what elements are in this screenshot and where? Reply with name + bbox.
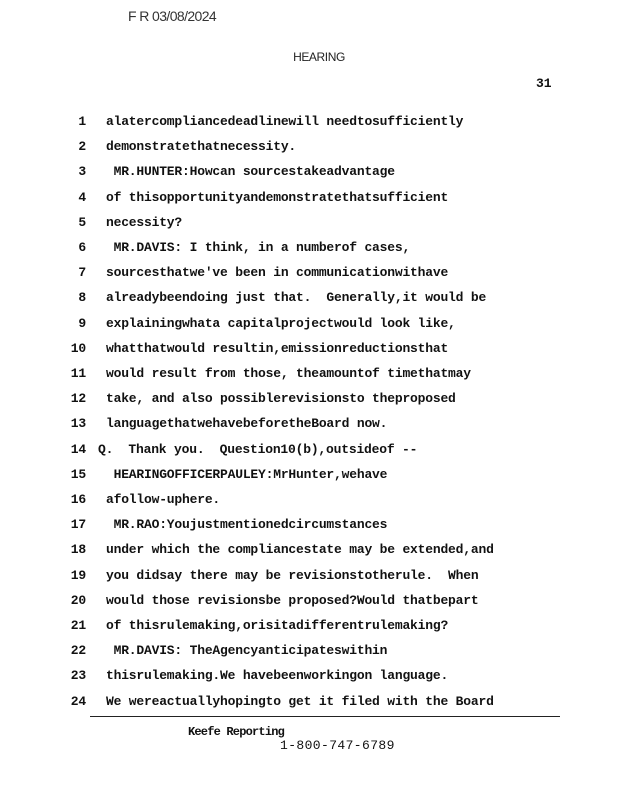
line-text: under which the compliancestate may be extended,and (106, 542, 494, 558)
transcript-line (0, 114, 560, 132)
line-text: take, and also possiblerevisionsto theproposed (106, 391, 456, 407)
line-text: afollow-uphere. (106, 492, 221, 507)
line-number: 23 (70, 668, 86, 684)
transcript-line (0, 164, 560, 182)
line-text: sourcesthatwe've been in communicationwithave (106, 265, 449, 281)
line-number: 3 (78, 164, 86, 180)
document-title: HEARING (293, 50, 345, 64)
line-text: alatercompliancedeadlinewill needtosufficiently (106, 114, 464, 129)
transcript-line (0, 568, 560, 586)
line-number: 13 (70, 416, 86, 432)
line-text: would those revisionsbe proposed?Would thatbepart (106, 592, 479, 608)
transcript-line (0, 618, 560, 636)
line-text: whatthatwould resultin,emissionreductionsthat (106, 340, 449, 356)
transcript-line (0, 694, 560, 712)
transcript-line (0, 190, 560, 208)
line-text: necessity? (106, 214, 183, 230)
transcript-line (0, 391, 560, 409)
line-text: MR.HUNTER:Howcan sourcestakeadvantage (106, 164, 395, 180)
line-text: would result from those, theamountof timethatmay (106, 366, 471, 381)
line-number: 1 (78, 114, 86, 129)
line-text: explainingwhata capitalprojectwould look like, (106, 315, 456, 331)
transcript-line (0, 492, 560, 510)
line-number: 18 (70, 542, 86, 558)
transcript-line (0, 265, 560, 283)
transcript-line (0, 542, 560, 560)
reporter-phone: 1-800-747-6789 (280, 738, 395, 753)
transcript-line (0, 341, 560, 359)
header-date: F R 03/08/2024 (128, 8, 217, 24)
line-number: 10 (70, 340, 86, 356)
line-number: 9 (78, 315, 86, 331)
transcript-line (0, 668, 560, 686)
line-text: We wereactuallyhopingto get it filed with the Board (106, 693, 494, 709)
line-text: of thisrulemaking,orisitadifferentrulemaking? (106, 618, 449, 633)
line-number: 2 (78, 139, 86, 155)
line-text: HEARINGOFFICERPAULEY:MrHunter,wehave (106, 466, 388, 482)
line-text: MR.DAVIS: I think, in a numberof cases, (106, 240, 411, 255)
transcript-line (0, 240, 560, 258)
line-number: 24 (70, 693, 86, 709)
line-number: 7 (78, 265, 86, 281)
line-text: Q. Thank you. Question10(b),outsideof -- (98, 441, 418, 457)
line-text: you didsay there may be revisionstotherule. When (106, 567, 479, 583)
line-number: 6 (78, 240, 86, 255)
line-number: 14 (70, 441, 86, 457)
transcript-line (0, 467, 560, 485)
line-text: alreadybeendoing just that. Generally,it would be (106, 290, 487, 306)
line-number: 11 (70, 366, 86, 381)
line-number: 4 (78, 189, 86, 205)
transcript-line (0, 366, 560, 384)
transcript-line (0, 442, 560, 460)
reporter-name: Keefe Reporting (188, 725, 285, 739)
line-number: 8 (78, 290, 86, 306)
line-text: of thisopportunityandemonstratethatsufficient (106, 189, 449, 205)
transcript-line (0, 517, 560, 535)
line-text: MR.DAVIS: TheAgencyanticipateswithin (106, 643, 388, 659)
transcript-line (0, 215, 560, 233)
transcript-line (0, 290, 560, 308)
page-number: 31 (536, 76, 552, 91)
line-number: 21 (70, 618, 86, 633)
line-number: 15 (70, 466, 86, 482)
line-text: demonstratethatnecessity. (106, 139, 297, 155)
transcript-line (0, 316, 560, 334)
transcript-line (0, 416, 560, 434)
line-number: 22 (70, 643, 86, 659)
footer-divider (90, 716, 560, 717)
line-text: languagethatwehavebeforetheBoard now. (106, 416, 388, 432)
transcript-line (0, 139, 560, 157)
line-number: 12 (70, 391, 86, 407)
transcript-line (0, 593, 560, 611)
line-number: 5 (78, 214, 86, 230)
line-number: 16 (70, 492, 86, 507)
transcript-line (0, 643, 560, 661)
line-text: MR.RAO:Youjustmentionedcircumstances (106, 517, 388, 533)
line-number: 20 (70, 592, 86, 608)
line-number: 19 (70, 567, 86, 583)
line-text: thisrulemaking.We havebeenworkingon language. (106, 668, 449, 684)
line-number: 17 (70, 517, 86, 533)
